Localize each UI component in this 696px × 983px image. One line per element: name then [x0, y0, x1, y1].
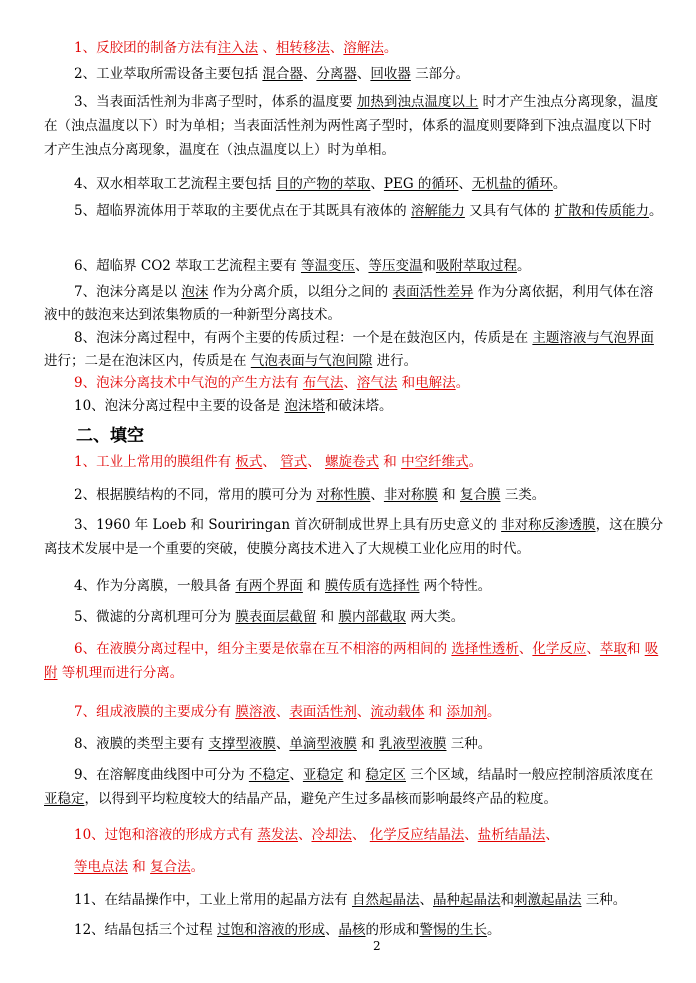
- item-text: 2、工业萃取所需设备主要包括: [74, 66, 263, 82]
- item-text: 和: [302, 578, 325, 594]
- answer-blank: 吸附萃取过程: [435, 258, 517, 274]
- list-item: [74, 888, 666, 912]
- item-text: 和: [437, 487, 460, 503]
- answer-blank: 对称性膜: [316, 487, 371, 503]
- item-text: 4、作为分离膜，一般具备: [74, 578, 236, 594]
- item-text: 和: [424, 704, 447, 720]
- answer-blank: 刺激起晶法: [513, 892, 582, 908]
- item-text: 。: [648, 203, 663, 219]
- list-item: [44, 199, 664, 223]
- item-text: 又具有气体的: [464, 203, 555, 219]
- item-text: 和: [343, 767, 366, 783]
- item-text: 、: [518, 641, 533, 657]
- item-text: 、: [302, 66, 317, 82]
- item-text: 和: [626, 641, 645, 657]
- answer-blank: 螺旋卷式: [324, 454, 379, 470]
- item-text: 三个区域，结晶时一般应控制溶质浓度在: [405, 767, 654, 783]
- item-text: 时才产生浊点分离现象，温度在（浊点温度以下）时为单相；当表面活性剂为两性离子型时，体系的温度则要降到下浊点温度以下时才产生浊点分离现象，温度在（浊点温度以上）时为单相。: [44, 94, 659, 158]
- item-text: 1、反胶团的制备方法有: [74, 40, 218, 56]
- item-text: 、: [354, 258, 369, 274]
- answer-blank: 表面活性剂: [289, 704, 357, 720]
- item-text: 、: [586, 641, 600, 657]
- item-text: 、: [356, 704, 371, 720]
- item-text: 。: [516, 258, 531, 274]
- list-item: [74, 732, 666, 756]
- answer-blank: 过饱和溶液的形成: [216, 922, 325, 938]
- answer-blank: 晶种起晶法: [432, 892, 501, 908]
- item-text: 等机理而进行分离。: [57, 665, 184, 681]
- list-item: [74, 254, 666, 278]
- answer-blank: 添加剂: [446, 704, 487, 720]
- list-item: [74, 483, 666, 507]
- answer-blank: 吸附: [44, 641, 659, 681]
- list-item: [74, 62, 666, 86]
- list-item: [74, 823, 666, 847]
- answer-blank: 回收器: [370, 66, 411, 82]
- answer-blank: 注入法: [217, 40, 259, 56]
- list-item: [74, 918, 666, 942]
- item-text: 5、超临界流体用于萃取的主要优点在于其既具有液体的: [74, 203, 411, 219]
- list-item: [74, 605, 666, 629]
- answer-blank: 管式: [280, 454, 308, 470]
- page-number: 2: [373, 939, 381, 953]
- item-text: 、: [329, 40, 344, 56]
- item-text: 、: [258, 40, 276, 56]
- item-text: 、: [307, 454, 325, 470]
- item-text: 、: [275, 704, 290, 720]
- item-text: 。: [468, 454, 483, 470]
- item-text: 、: [370, 487, 384, 503]
- item-text: 。: [190, 859, 205, 875]
- item-text: 、: [356, 66, 371, 82]
- item-text: 1、工业上常用的膜组件有: [74, 454, 236, 470]
- list-item: [74, 855, 666, 879]
- answer-blank: 复合膜: [459, 487, 501, 503]
- answer-blank: 警惕的生长: [419, 922, 487, 938]
- answer-blank: 自然起晶法: [351, 892, 420, 908]
- answer-blank: 溶气法: [356, 375, 398, 391]
- answer-blank: 泡沫: [181, 284, 209, 300]
- list-item: [44, 637, 664, 685]
- answer-blank: 冷却法: [311, 827, 352, 843]
- item-text: 进行；二是在泡沫区内，传质是在: [44, 353, 251, 369]
- answer-blank: 蒸发法: [257, 827, 298, 843]
- answer-blank: 化学反应: [532, 641, 587, 657]
- answer-blank: 乳液型液膜: [378, 736, 447, 752]
- answer-blank: 气泡表面与气泡间隙: [250, 353, 373, 369]
- item-text: 和破沫塔。: [324, 398, 393, 414]
- item-text: ，这在膜分离技术发展中是一个重要的突破，使膜分离技术进入了大规模工业化应用的时代。: [44, 517, 664, 557]
- answer-blank: PEG 的循环: [383, 176, 459, 192]
- item-text: 。: [486, 922, 501, 938]
- list-item: [74, 450, 666, 474]
- item-text: 、: [297, 827, 312, 843]
- list-item: [74, 371, 666, 395]
- answer-blank: 支撑型液膜: [208, 736, 276, 752]
- answer-blank: 分离器: [316, 66, 357, 82]
- item-text: 、: [289, 767, 303, 783]
- item-text: ，以得到平均粒度较大的结晶产品，避免产生过多晶核而影响最终产品的粒度。: [84, 791, 557, 807]
- answer-blank: 有两个界面: [235, 578, 303, 594]
- item-text: 作为分离介质，以组分之间的: [208, 284, 393, 300]
- item-text: 和: [397, 375, 416, 391]
- answer-blank: 晶核: [338, 922, 366, 938]
- item-text: 6、超临界 CO2 萃取工艺流程主要有: [74, 258, 301, 274]
- answer-blank: 膜传质有选择性: [324, 578, 420, 594]
- item-text: 、: [351, 827, 370, 843]
- list-item: [74, 700, 666, 724]
- list-item: [74, 394, 666, 418]
- item-text: 、: [370, 176, 384, 192]
- item-text: 11、在结晶操作中，工业上常用的起晶方法有: [74, 892, 352, 908]
- item-text: 和: [128, 859, 151, 875]
- item-text: 三种。: [581, 892, 627, 908]
- item-text: 2、根据膜结构的不同，常用的膜可分为: [74, 487, 317, 503]
- item-text: 5、微滤的分离机理可分为: [74, 609, 236, 625]
- list-item: [44, 327, 664, 373]
- answer-blank: 非对称反渗透膜: [501, 517, 596, 533]
- item-text: 8、泡沫分离过程中，有两个主要的传质过程：一个是在鼓泡区内，传质是在: [74, 330, 533, 346]
- answer-blank: 溶解能力: [410, 203, 465, 219]
- item-text: 、: [458, 176, 472, 192]
- item-text: 4、双水相萃取工艺流程主要包括: [74, 176, 276, 192]
- item-text: 6、在液膜分离过程中，组分主要是依靠在互不相溶的两相间的: [74, 641, 452, 657]
- item-text: 、: [464, 827, 478, 843]
- answer-blank: 等压变温: [368, 258, 423, 274]
- item-text: 作为分离依据，利用气体在溶液中的鼓泡来达到浓集物质的一种新型分离技术。: [44, 284, 654, 323]
- item-text: 、: [324, 922, 339, 938]
- item-text: 12、结晶包括三个过程: [74, 922, 217, 938]
- answer-blank: 单滴型液膜: [289, 736, 357, 752]
- item-text: 10、过饱和溶液的形成方式有: [74, 827, 258, 843]
- list-item: [74, 172, 666, 196]
- answer-blank: 无机盐的循环: [471, 176, 553, 192]
- section-heading: 二、填空: [76, 426, 144, 446]
- answer-blank: 亚稳定: [44, 791, 85, 807]
- answer-blank: 膜表面层截留: [235, 609, 317, 625]
- item-text: 和: [356, 736, 379, 752]
- answer-blank: 扩散和传质能力: [554, 203, 649, 219]
- list-item: [44, 90, 664, 162]
- answer-blank: 布气法: [302, 375, 344, 391]
- item-text: 、: [545, 827, 559, 843]
- item-text: 、: [275, 736, 290, 752]
- item-text: 3、当表面活性剂为非离子型时，体系的温度要: [74, 94, 357, 110]
- item-text: 。: [486, 704, 501, 720]
- answer-blank: 目的产物的萃取: [275, 176, 371, 192]
- answer-blank: 非对称膜: [383, 487, 438, 503]
- answer-blank: 流动载体: [370, 704, 425, 720]
- list-item: [44, 763, 664, 811]
- item-text: 7、组成液膜的主要成分有: [74, 704, 236, 720]
- item-text: 、: [262, 454, 281, 470]
- answer-blank: 泡沫塔: [284, 398, 325, 414]
- answer-blank: 盐析结晶法: [477, 827, 546, 843]
- item-text: 和: [500, 892, 514, 908]
- answer-blank: 化学反应结晶法: [369, 827, 465, 843]
- item-text: 、: [419, 892, 433, 908]
- item-text: 7、泡沫分离是以: [74, 284, 182, 300]
- answer-blank: 主题溶液与气泡界面: [532, 330, 654, 346]
- item-text: 。: [552, 176, 567, 192]
- answer-blank: 混合器: [262, 66, 303, 82]
- answer-blank: 稳定区: [365, 767, 406, 783]
- answer-blank: 中空纤维式: [401, 454, 469, 470]
- item-text: 两大类。: [405, 609, 465, 625]
- item-text: 10、泡沫分离过程中主要的设备是: [74, 398, 285, 414]
- list-item: [74, 574, 666, 598]
- list-item: [44, 513, 664, 561]
- item-text: 。: [455, 375, 470, 391]
- list-item: [74, 36, 666, 60]
- list-item: [44, 281, 664, 327]
- item-text: 和: [422, 258, 436, 274]
- item-text: 三类。: [500, 487, 546, 503]
- answer-blank: 电解法: [415, 375, 456, 391]
- answer-blank: 复合法: [150, 859, 191, 875]
- answer-blank: 亚稳定: [302, 767, 344, 783]
- answer-blank: 不稳定: [248, 767, 290, 783]
- item-text: 两个特性。: [419, 578, 492, 594]
- item-text: 。: [383, 40, 398, 56]
- item-text: 8、液膜的类型主要有: [74, 736, 209, 752]
- answer-blank: 加热到浊点温度以上: [356, 94, 479, 110]
- answer-blank: 溶解法: [343, 40, 384, 56]
- answer-blank: 膜内部截取: [338, 609, 406, 625]
- answer-blank: 膜溶液: [235, 704, 276, 720]
- item-text: 3、1960 年 Loeb 和 Souriringan 首次研制成世界上具有历史意义的: [74, 517, 502, 533]
- item-text: 和: [378, 454, 402, 470]
- item-text: 的形成和: [365, 922, 420, 938]
- answer-blank: 相转移法: [275, 40, 330, 56]
- item-text: 、: [343, 375, 357, 391]
- item-text: 三种。: [446, 736, 492, 752]
- answer-blank: 等电点法: [74, 859, 128, 875]
- item-text: 9、在溶解度曲线图中可分为: [74, 767, 249, 783]
- answer-blank: 萃取: [599, 641, 627, 657]
- answer-blank: 选择性透析: [451, 641, 519, 657]
- answer-blank: 等温变压: [300, 258, 355, 274]
- item-text: 三部分。: [410, 66, 470, 82]
- item-text: 9、泡沫分离技术中气泡的产生方法有: [74, 375, 303, 391]
- item-text: 和: [316, 609, 339, 625]
- answer-blank: 板式: [235, 454, 263, 470]
- item-text: 进行。: [372, 353, 418, 369]
- answer-blank: 表面活性差异: [392, 284, 474, 300]
